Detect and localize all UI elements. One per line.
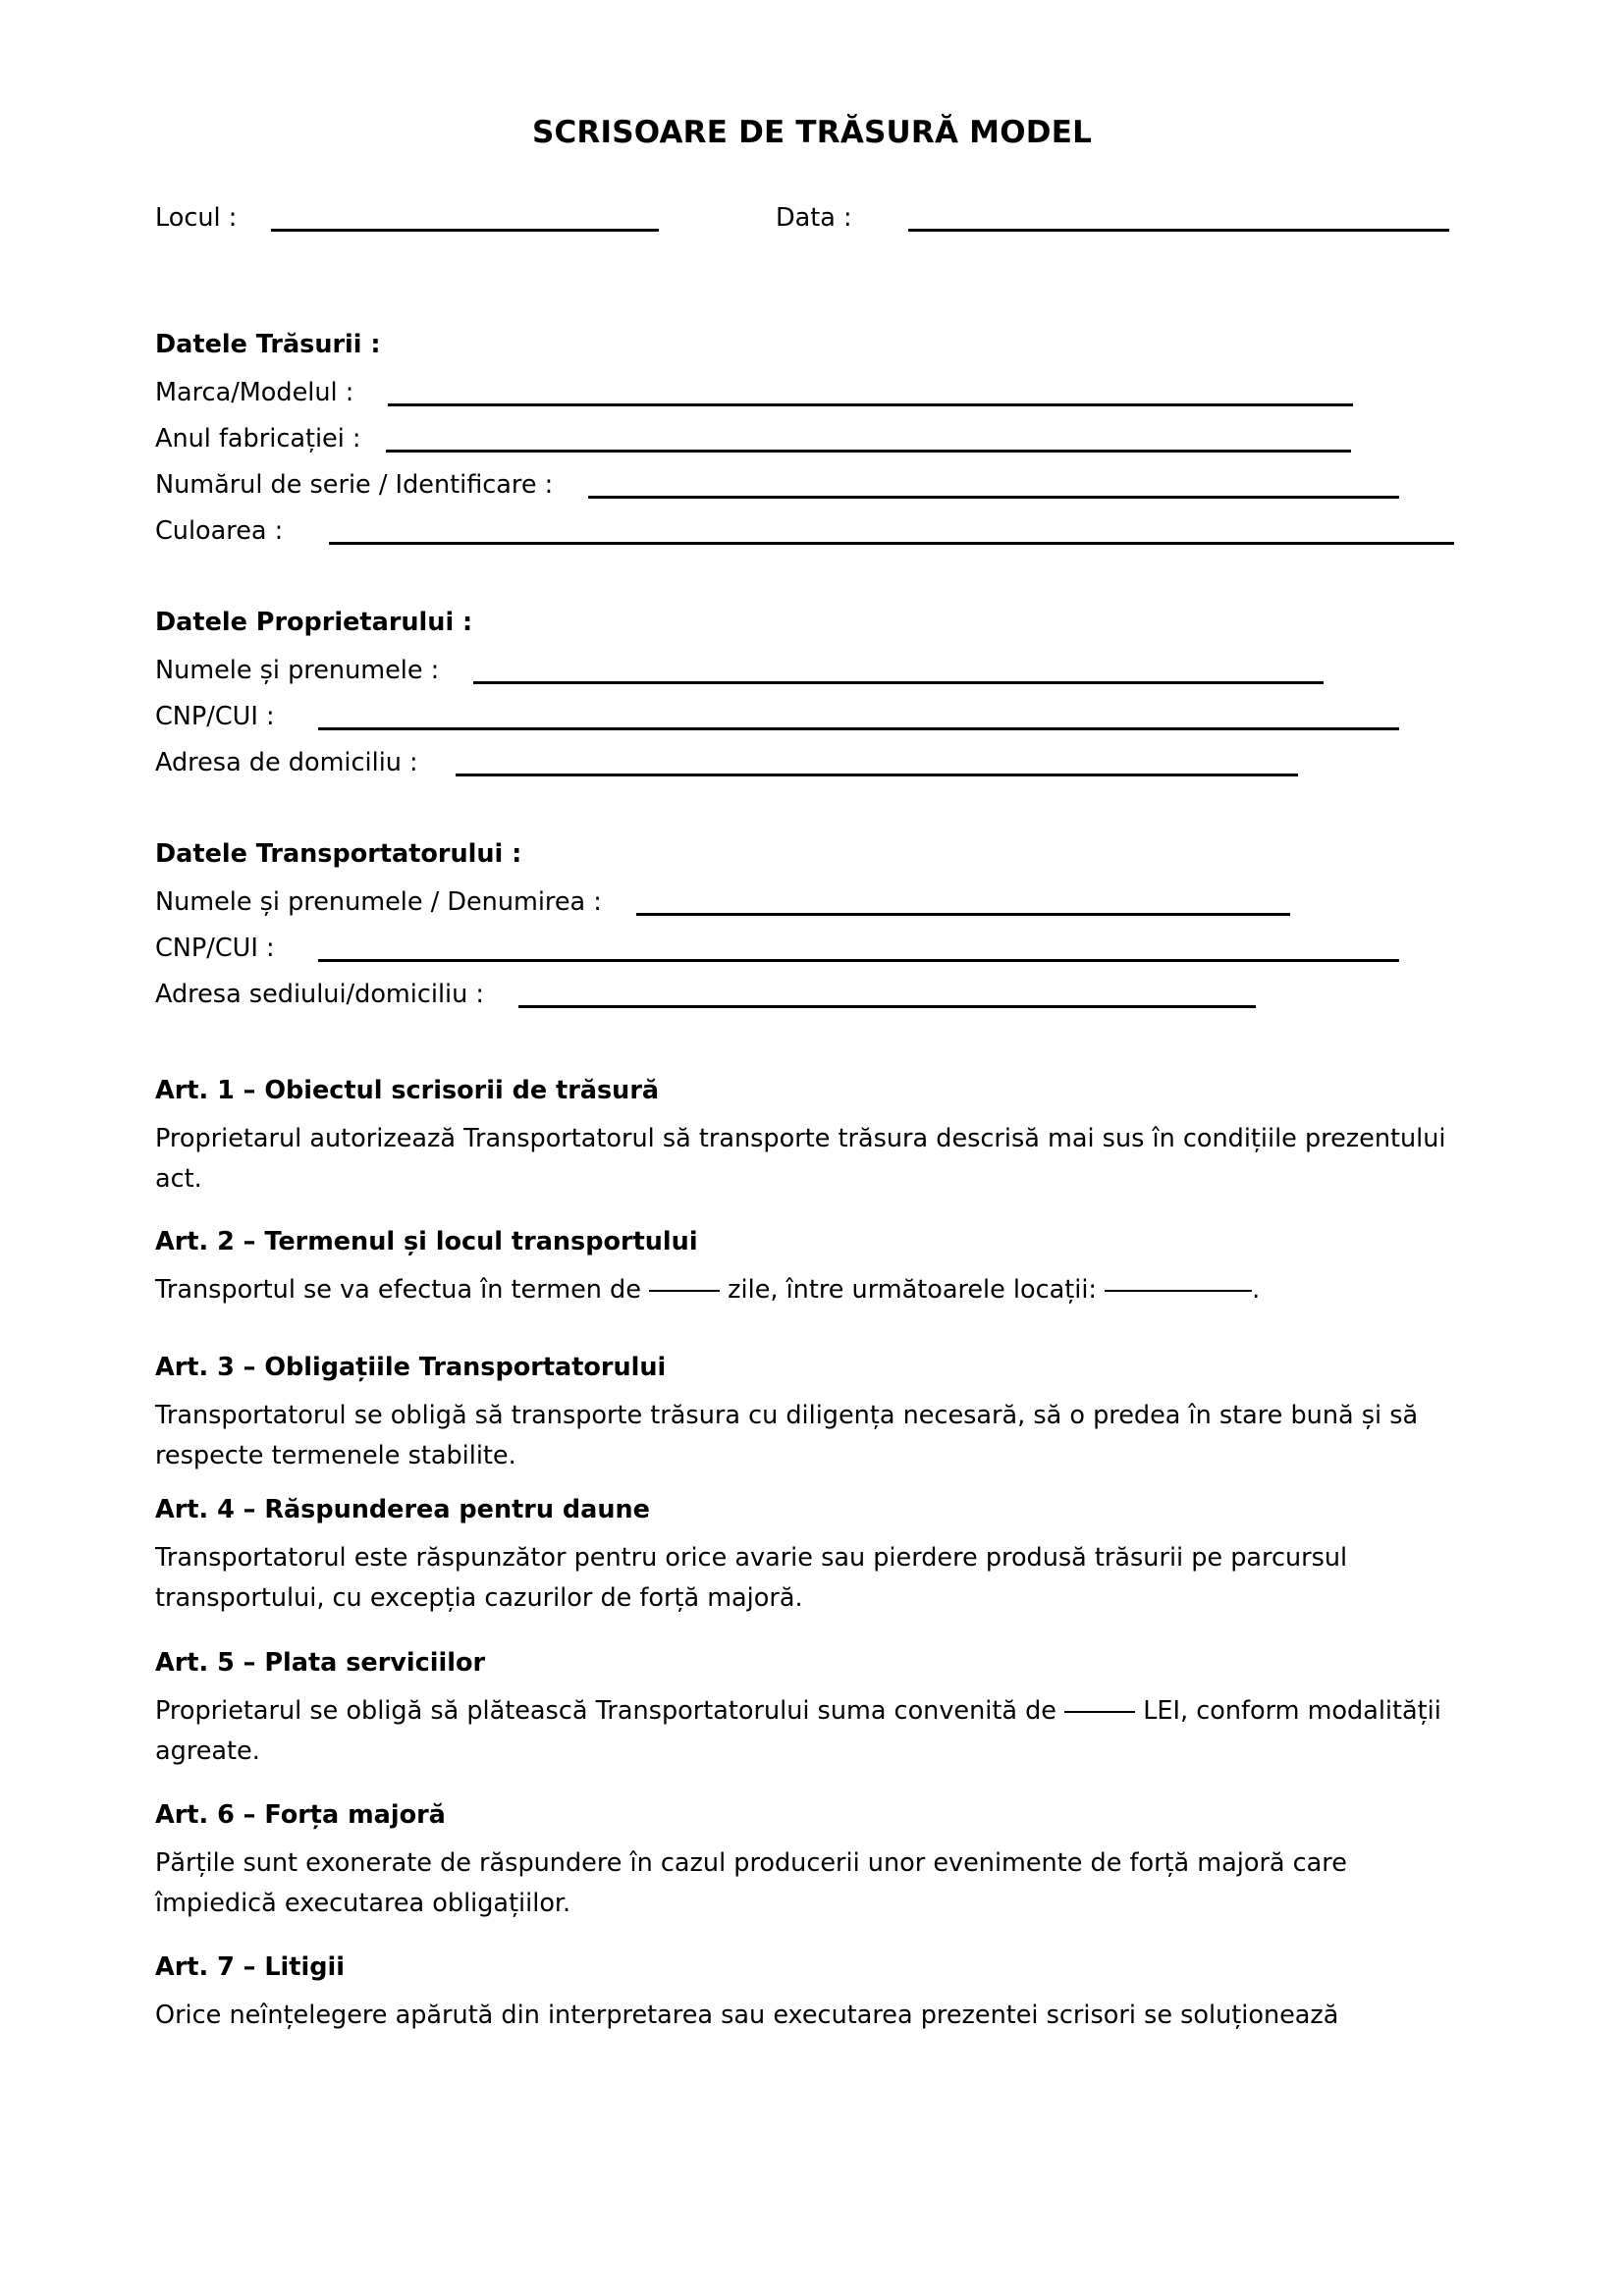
field-vehicle-make-model-label: Marca/Modelul : bbox=[155, 378, 354, 407]
article-5-body-text-2: LEI, conform modalității agreate. bbox=[155, 1696, 1441, 1766]
article-2-body-text-1: Transportul se va efectua în termen de bbox=[155, 1275, 650, 1305]
section-heading-carrier: Datele Transportatorului : bbox=[155, 839, 522, 869]
article-5-body-text-1: Proprietarul se obligă să plătească Transportatorului suma convenită de bbox=[155, 1696, 1065, 1726]
field-owner-name bbox=[155, 654, 1324, 687]
field-date-input-rule[interactable] bbox=[908, 229, 1449, 232]
field-date-label: Data : bbox=[776, 203, 852, 233]
field-owner-name-input-rule[interactable] bbox=[473, 681, 1324, 684]
field-carrier-name-input-rule[interactable] bbox=[636, 913, 1290, 916]
field-owner-cnp bbox=[155, 700, 1399, 733]
field-owner-address-label: Adresa de domiciliu : bbox=[155, 748, 418, 777]
field-place-label: Locul : bbox=[155, 203, 238, 233]
article-5-heading: Art. 5 – Plata serviciilor bbox=[155, 1648, 486, 1678]
field-carrier-address-input-rule[interactable] bbox=[518, 1005, 1256, 1008]
field-vehicle-make-model-input-rule[interactable] bbox=[388, 403, 1353, 406]
article-2-body-text-2: zile, între următoarele locații: bbox=[720, 1275, 1106, 1305]
article-4-heading: Art. 4 – Răspunderea pentru daune bbox=[155, 1495, 650, 1524]
article-1-body: Proprietarul autorizează Transportatorul să transporte trăsura descrisă mai sus în condițiile prezentului act. bbox=[155, 1124, 1446, 1194]
article-2-body bbox=[155, 1270, 1469, 1310]
article-4-body: Transportatorul este răspunzător pentru orice avarie sau pierdere produsă trăsurii pe parcursul transportului, cu excepția cazurilor de forță majoră. bbox=[155, 1543, 1348, 1613]
article-3-heading: Art. 3 – Obligațiile Transportatorului bbox=[155, 1353, 667, 1382]
field-carrier-cnp-label: CNP/CUI : bbox=[155, 934, 275, 963]
field-owner-cnp-input-rule[interactable] bbox=[318, 727, 1399, 730]
field-vehicle-color-label: Culoarea : bbox=[155, 516, 284, 546]
section-heading-owner: Datele Proprietarului : bbox=[155, 608, 473, 637]
article-6-heading: Art. 6 – Forța majoră bbox=[155, 1800, 446, 1830]
field-vehicle-color bbox=[155, 514, 1454, 548]
page-title: SCRISOARE DE TRĂSURĂ MODEL bbox=[531, 115, 1093, 150]
article-7-heading: Art. 7 – Litigii bbox=[155, 1952, 345, 1982]
field-vehicle-serial bbox=[155, 468, 1399, 502]
field-vehicle-serial-input-rule[interactable] bbox=[588, 496, 1399, 499]
field-vehicle-serial-label: Numărul de serie / Identificare : bbox=[155, 470, 554, 500]
field-owner-name-label: Numele și prenumele : bbox=[155, 656, 440, 685]
article-5-amount-blank[interactable] bbox=[1064, 1711, 1135, 1713]
article-2-body-text-3: . bbox=[1252, 1275, 1261, 1305]
article-6-body: Părțile sunt exonerate de răspundere în cazul producerii unor evenimente de forță majoră care împiedică executarea obligațiilor. bbox=[155, 1848, 1347, 1918]
field-carrier-name-label: Numele și prenumele / Denumirea : bbox=[155, 887, 602, 917]
section-heading-vehicle: Datele Trăsurii : bbox=[155, 330, 381, 359]
article-2-days-blank[interactable] bbox=[649, 1290, 720, 1292]
field-owner-address bbox=[155, 746, 1298, 779]
field-place-input-rule[interactable] bbox=[271, 229, 659, 232]
field-carrier-cnp-input-rule[interactable] bbox=[318, 959, 1399, 962]
field-carrier-name bbox=[155, 885, 1290, 919]
field-vehicle-year-input-rule[interactable] bbox=[386, 450, 1351, 453]
article-5-body bbox=[155, 1691, 1469, 1772]
article-1-heading: Art. 1 – Obiectul scrisorii de trăsură bbox=[155, 1076, 660, 1105]
field-carrier-cnp bbox=[155, 932, 1399, 965]
field-date bbox=[776, 201, 1449, 235]
field-vehicle-color-input-rule[interactable] bbox=[329, 542, 1454, 545]
field-vehicle-make-model bbox=[155, 376, 1353, 409]
field-carrier-address bbox=[155, 978, 1256, 1011]
field-vehicle-year bbox=[155, 422, 1351, 455]
field-vehicle-year-label: Anul fabricației : bbox=[155, 424, 361, 454]
field-owner-address-input-rule[interactable] bbox=[456, 774, 1298, 776]
field-place bbox=[155, 201, 659, 235]
field-owner-cnp-label: CNP/CUI : bbox=[155, 702, 275, 731]
article-2-locations-blank[interactable] bbox=[1105, 1290, 1252, 1292]
article-7-body: Orice neînțelegere apărută din interpretarea sau executarea prezentei scrisori se soluționează bbox=[155, 2001, 1339, 2030]
article-2-heading: Art. 2 – Termenul și locul transportului bbox=[155, 1227, 698, 1256]
article-3-body: Transportatorul se obligă să transporte trăsura cu diligența necesară, să o predea în stare bună și să respecte termenele stabilite. bbox=[155, 1401, 1419, 1470]
field-carrier-address-label: Adresa sediului/domiciliu : bbox=[155, 980, 484, 1009]
